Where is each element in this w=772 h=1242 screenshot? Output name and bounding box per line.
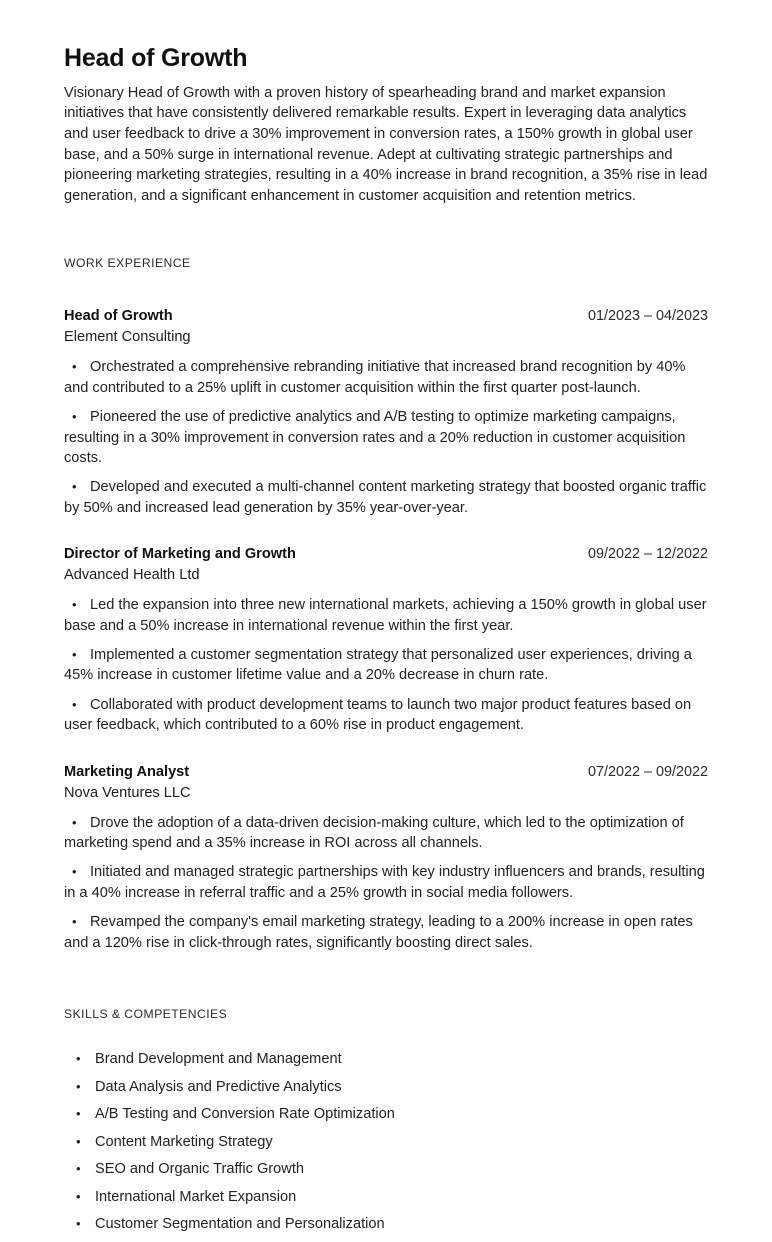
skill-item: • Data Analysis and Predictive Analytics [64, 1077, 708, 1097]
job-bullet: • Developed and executed a multi-channel content marketing strategy that boosted organic traffic by 50% and increased lead generation by 35% year-over-year. [64, 477, 708, 518]
job-bullet-list [64, 357, 708, 518]
job-header-row [64, 762, 708, 782]
job-bullet: • Pioneered the use of predictive analytics and A/B testing to optimize marketing campaigns, resulting in a 30% improvement in conversion rates and a 20% reduction in customer acquisition costs. [64, 407, 708, 468]
job-bullet: • Revamped the company's email marketing strategy, leading to a 200% increase in open rates and a 120% rise in click-through rates, significantly boosting direct sales. [64, 912, 708, 953]
professional-summary: Visionary Head of Growth with a proven history of spearheading brand and market expansion initiatives that have consistently delivered remarkable results. Expert in leveraging data analytics and user feedback to drive a 30% improvement in conversion rates, a 150% growth in global user base, and a 50% surge in international revenue. Adept at cultivating strategic partnerships and pioneering marketing strategies, resulting in a 40% increase in brand recognition, a 35% rise in lead generation, and a significant enhancement in customer acquisition and retention metrics. [64, 84, 708, 204]
job-bullet: • Implemented a customer segmentation strategy that personalized user experiences, driving a 45% increase in customer lifetime value and a 20% decrease in churn rate. [64, 645, 708, 686]
job-company: Advanced Health Ltd [64, 567, 200, 584]
job-bullet: • Drove the adoption of a data-driven decision-making culture, which led to the optimization of marketing spend and a 35% increase in ROI across all channels. [64, 813, 708, 854]
job-entry [64, 544, 708, 735]
job-date-range: 01/2023 – 04/2023 [587, 308, 708, 325]
job-bullet-list [64, 813, 708, 953]
job-date-range: 09/2022 – 12/2022 [587, 546, 708, 563]
job-bullet: • Collaborated with product development teams to launch two major product features based on user feedback, which contributed to a 60% rise in product engagement. [64, 695, 708, 736]
skill-item: • A/B Testing and Conversion Rate Optimization [64, 1104, 708, 1124]
skill-item: • Customer Segmentation and Personalization [64, 1214, 708, 1234]
work-experience-section [64, 256, 708, 953]
job-entry [64, 306, 708, 518]
job-bullet: • Initiated and managed strategic partnerships with key industry influencers and brands, resulting in a 40% increase in referral traffic and a 25% growth in social media followers. [64, 862, 708, 903]
job-entry [64, 762, 708, 953]
skills-heading: SKILLS & COMPETENCIES [64, 1007, 228, 1022]
job-title: Marketing Analyst [64, 763, 190, 780]
job-company: Nova Ventures LLC [64, 784, 191, 801]
skills-section [64, 1007, 708, 1234]
skills-list [64, 1049, 708, 1234]
job-header-row [64, 306, 708, 326]
job-title: Director of Marketing and Growth [64, 546, 296, 563]
job-bullet: • Led the expansion into three new international markets, achieving a 150% growth in global user base and a 50% increase in international revenue within the first year. [64, 595, 708, 636]
job-bullet-list [64, 595, 708, 735]
job-header-row [64, 544, 708, 564]
skill-item: • International Market Expansion [64, 1187, 708, 1207]
job-company: Element Consulting [64, 329, 191, 346]
skill-item: • SEO and Organic Traffic Growth [64, 1159, 708, 1179]
job-bullet: • Orchestrated a comprehensive rebranding initiative that increased brand recognition by 40% and contributed to a 25% uplift in customer acquisition within the first quarter post-launch. [64, 357, 708, 398]
job-title: Head of Growth [64, 308, 173, 325]
page-title: Head of Growth [64, 44, 248, 72]
work-experience-heading: WORK EXPERIENCE [64, 256, 191, 271]
job-date-range: 07/2022 – 09/2022 [587, 763, 708, 780]
skill-item: • Content Marketing Strategy [64, 1132, 708, 1152]
skill-item: • Brand Development and Management [64, 1049, 708, 1069]
